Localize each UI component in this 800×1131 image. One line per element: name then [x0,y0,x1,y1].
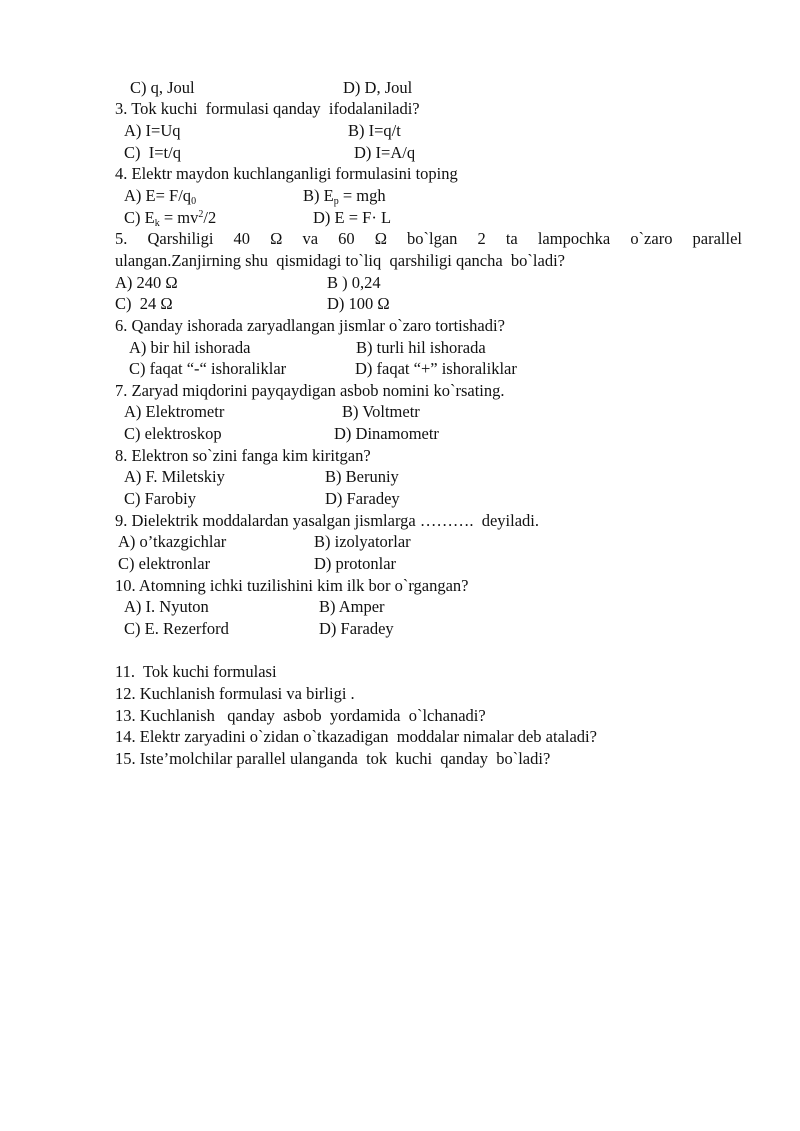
q4-option-b: B) $E_p$ = mgh [303,186,386,207]
q7-option-a: A) Elektrometr [124,402,225,421]
q6-question: 6. Qanday ishorada zaryadlangan jismlar o`zaro tortishadi? [115,316,505,335]
q7-question: 7. Zaryad miqdorini payqaydigan asbob nomini ko`rsating. [115,381,505,400]
q10-option-b: B) Amper [319,597,385,616]
q3-option-a: A) I=Uq [124,121,181,140]
q3-option-d: D) I=A/q [354,143,416,162]
q3-option-c: C) I=t/q [124,143,181,162]
q5-option-d: D) 100 Ω [327,294,390,313]
open-question-13: 13. Kuchlanish qanday asbob yordamida o`lchanadi? [115,706,486,725]
q7-option-c: C) elektroskop [124,424,222,443]
q2-option-c: C) q, Joul [130,78,195,97]
q10-option-a: A) I. Nyuton [124,597,209,616]
q7-option-d: D) Dinamometr [334,424,439,443]
q6-option-d: D) faqat “+” ishoraliklar [355,359,517,378]
q4-option-c: C) $E_k = mv^2/2$ [124,208,217,229]
q9-option-d: D) protonlar [314,554,397,573]
q9-question: 9. Dielektrik moddalardan yasalgan jismlarga ………. deyiladi. [115,511,540,530]
open-question-15: 15. Iste’molchilar parallel ulanganda tok kuchi qanday bo`ladi? [115,749,551,768]
q4-option-d: D) E = F· L [313,208,392,227]
q9-option-c: C) elektronlar [118,554,211,573]
q8-option-b: B) Beruniy [325,467,399,486]
q8-option-d: D) Faradey [325,489,400,508]
q4-option-a: A) $E= F/q_0$ [124,186,197,207]
q9-option-b: B) izolyatorlar [314,532,411,551]
q3-option-b: B) I=q/t [348,121,401,140]
q6-option-c: C) faqat “-“ ishoraliklar [129,359,287,378]
q5-option-a: A) 240 Ω [115,273,178,292]
open-question-12: 12. Kuchlanish formulasi va birligi . [115,684,355,703]
open-question-14: 14. Elektr zaryadini o`zidan o`tkazadigan moddalar nimalar deb ataladi? [115,727,597,746]
q6-option-a: A) bir hil ishorada [129,338,251,357]
q5-option-c: C) 24 Ω [115,294,173,313]
q10-option-c: C) E. Rezerford [124,619,229,638]
q5-option-b: B ) 0,24 [327,273,381,292]
open-question-11: 11. Tok kuchi formulasi [115,662,277,681]
q7-option-b: B) Voltmetr [342,402,420,421]
q8-option-a: A) F. Miletskiy [124,467,225,486]
q4-question: 4. Elektr maydon kuchlanganligi formulasini toping [115,164,458,183]
q3-question: 3. Tok kuchi formulasi qanday ifodalaniladi? [115,99,420,118]
q8-option-c: C) Farobiy [124,489,196,508]
q10-option-d: D) Faradey [319,619,394,638]
q6-option-b: B) turli hil ishorada [356,338,486,357]
q9-option-a: A) o’tkazgichlar [118,532,227,551]
q8-question: 8. Elektron so`zini fanga kim kiritgan? [115,446,371,465]
q2-option-d: D) D, Joul [343,78,413,97]
q10-question: 10. Atomning ichki tuzilishini kim ilk bor o`rgangan? [115,576,469,595]
q5-question-line2: ulangan.Zanjirning shu qismidagi to`liq qarshiligi qancha bo`ladi? [115,251,565,270]
q5-question-line1: 5. Qarshiligi 40 Ω va 60 Ω bo`lgan 2 ta lampochka o`zaro parallel [115,229,742,248]
